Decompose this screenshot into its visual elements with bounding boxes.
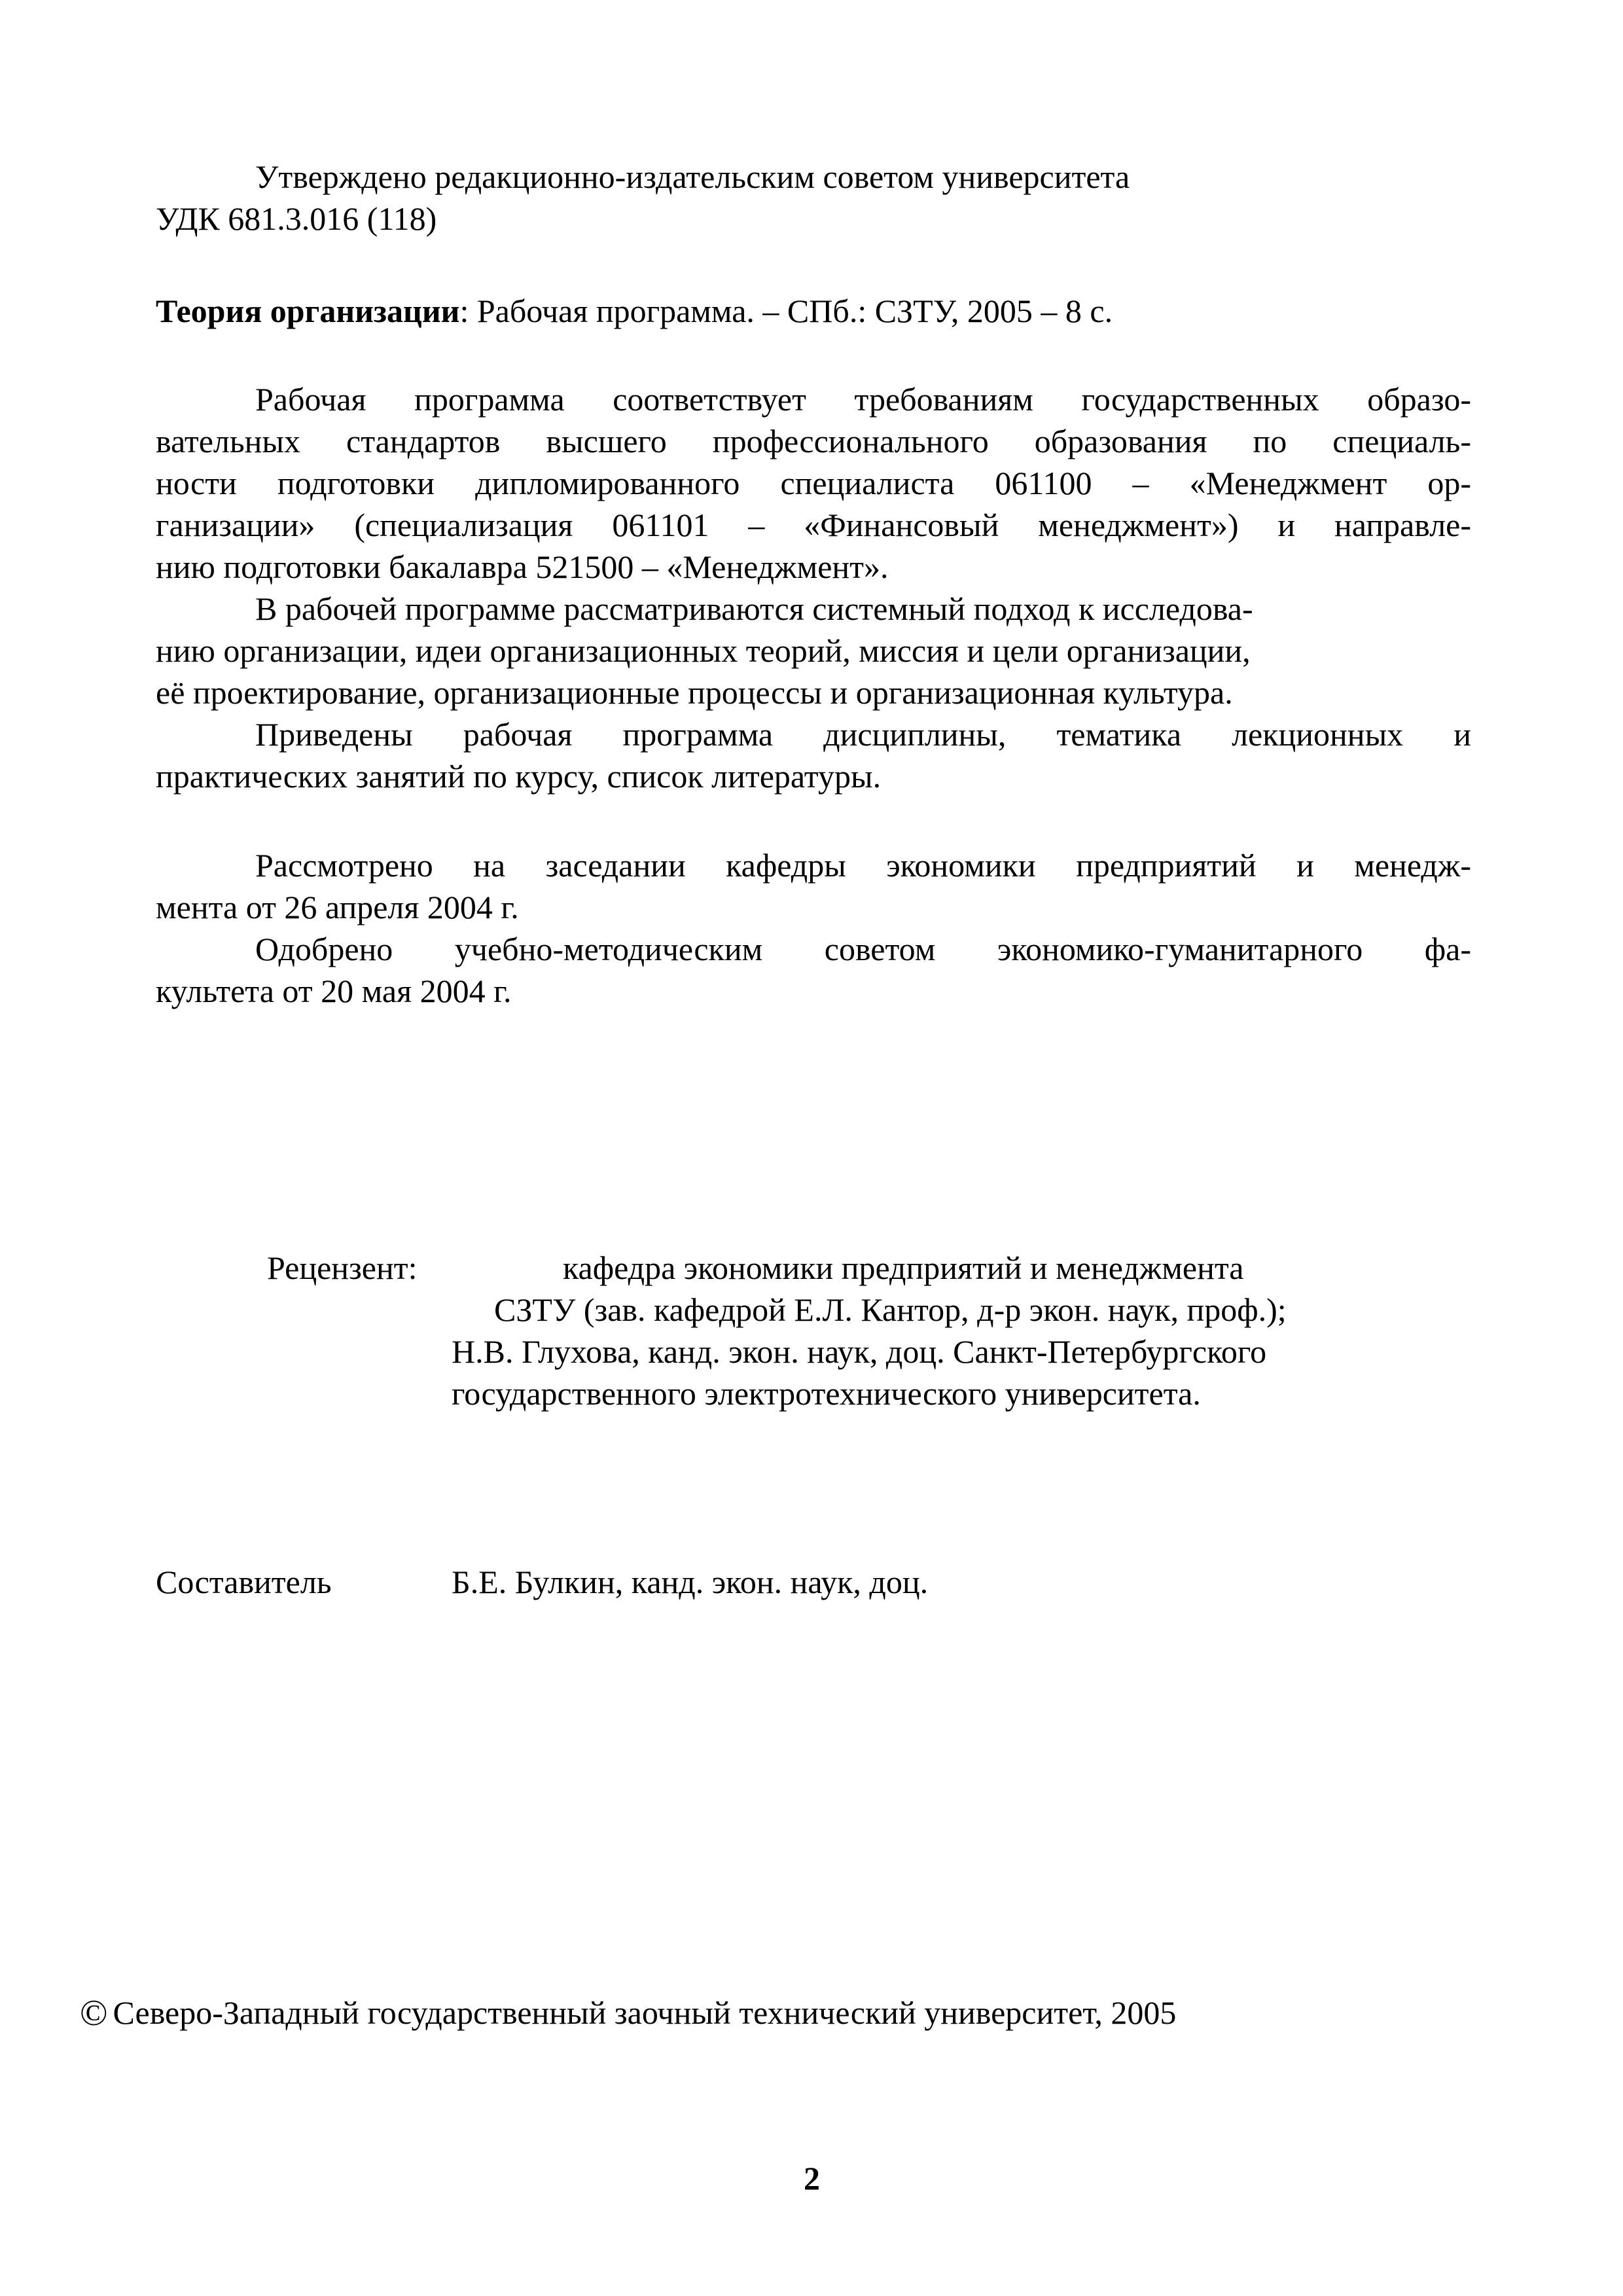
approval-p1-line1: Рассмотрено на заседании кафедры экономики предприятий и менедж- bbox=[255, 847, 1471, 884]
abstract-p2-line1: В рабочей программе рассматриваются системный подход к исследова- bbox=[255, 590, 1253, 627]
abstract-p3-line2: практических занятий по курсу, список литературы. bbox=[156, 758, 882, 795]
reviewer-line2: СЗТУ (зав. кафедрой Е.Л. Кантор, д-р экон. наук, проф.); bbox=[494, 1291, 1287, 1328]
citation-line bbox=[156, 290, 1113, 332]
approval-p2-line1: Одобрено учебно-методическим советом экономико-гуманитарного фа- bbox=[255, 931, 1471, 967]
abstract-p1-line3: ности подготовки дипломированного специалиста 061100 – «Менеджмент ор- bbox=[156, 465, 1471, 501]
approval-p1-line2: мента от 26 апреля 2004 г. bbox=[156, 889, 519, 925]
copyright-icon: © bbox=[80, 1993, 108, 2034]
approval-p2-line2: культета от 20 мая 2004 г. bbox=[156, 973, 512, 1009]
compiler-name: Б.Е. Булкин, канд. экон. наук, доц. bbox=[452, 1564, 929, 1600]
citation-details: : Рабочая программа. – СПб.: СЗТУ, 2005 – 8 с. bbox=[459, 293, 1113, 329]
abstract-p1-line4: ганизации» (специализация 061101 – «Финансовый менеджмент») и направле- bbox=[156, 507, 1471, 543]
udk-code: УДК 681.3.016 (118) bbox=[156, 200, 437, 237]
page-number: 2 bbox=[804, 2160, 820, 2197]
reviewer-line4: государственного электротехнического университета. bbox=[452, 1375, 1201, 1412]
copyright-line bbox=[80, 1992, 1176, 2034]
approval-statement: Утверждено редакционно-издательским советом университета bbox=[255, 158, 1130, 195]
abstract-p1-line1: Рабочая программа соответствует требованиям государственных образо- bbox=[255, 381, 1471, 418]
document-title: Теория организации bbox=[156, 293, 460, 329]
reviewer-line1: кафедра экономики предприятий и менеджмента bbox=[563, 1249, 1244, 1286]
abstract-p1-line5: нию подготовки бакалавра 521500 – «Менеджмент». bbox=[156, 548, 889, 585]
reviewer-line3: Н.В. Глухова, канд. экон. наук, доц. Санкт-Петербургского bbox=[452, 1333, 1267, 1370]
abstract-p1-line2: вательных стандартов высшего профессионального образования по специаль- bbox=[156, 423, 1471, 459]
abstract-p3-line1: Приведены рабочая программа дисциплины, тематика лекционных и bbox=[255, 716, 1471, 753]
abstract-p2-line3: её проектирование, организационные процессы и организационная культура. bbox=[156, 674, 1233, 711]
compiler-label: Составитель bbox=[156, 1564, 332, 1600]
reviewer-label: Рецензент: bbox=[267, 1249, 418, 1286]
copyright-text: Северо-Западный государственный заочный технический университет, 2005 bbox=[113, 1994, 1177, 2031]
abstract-p2-line2: нию организации, идеи организационных теорий, миссия и цели организации, bbox=[156, 632, 1251, 669]
